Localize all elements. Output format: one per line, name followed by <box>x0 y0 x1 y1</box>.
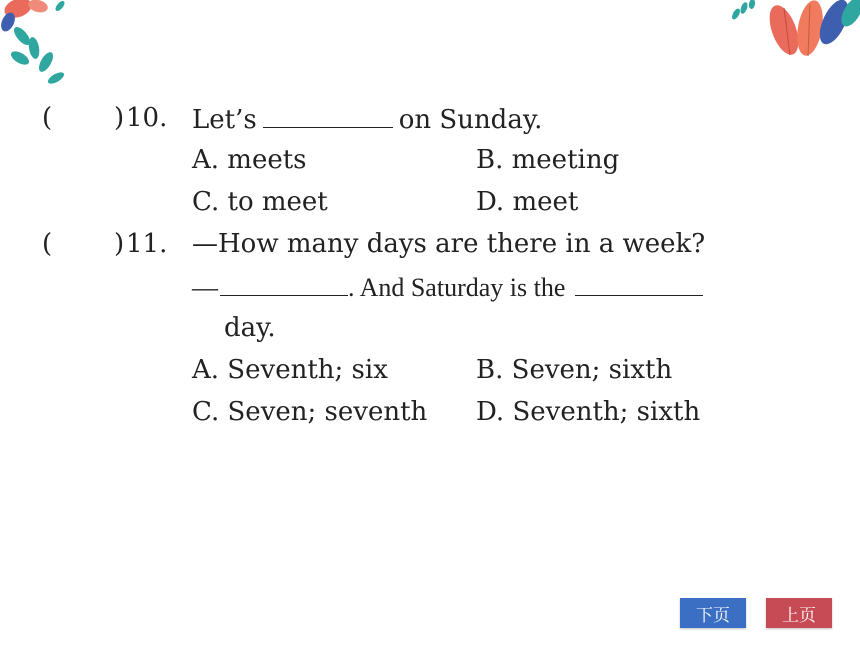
question-line-2 <box>192 265 709 309</box>
option-c: C. Seven; seventh <box>192 397 428 427</box>
answer-blank-1 <box>220 265 348 296</box>
stem-text-after: on Sunday. <box>398 105 543 135</box>
question-line-3: day. <box>224 313 276 343</box>
option-d: D. Seventh; sixth <box>476 397 701 427</box>
answer-paren-open: ( <box>42 103 53 133</box>
option-d: D. meet <box>476 187 579 217</box>
question-11 <box>0 223 860 443</box>
question-line-1: —How many days are there in a week? <box>192 229 706 259</box>
answer-paren-close: ) <box>114 103 125 133</box>
stem-text-before: Let’s <box>192 105 257 135</box>
previous-page-button[interactable]: 上页 <box>766 598 832 628</box>
next-page-button[interactable]: 下页 <box>680 598 746 628</box>
answer-blank-2 <box>575 265 703 296</box>
floral-decoration-left-icon <box>0 0 90 90</box>
option-b: B. meeting <box>476 145 620 175</box>
option-a: A. Seventh; six <box>192 355 388 385</box>
question-10 <box>0 97 860 227</box>
question-number: 10. <box>126 103 168 133</box>
answer-paren-open: ( <box>42 229 53 259</box>
dash-text: — <box>192 273 218 302</box>
floral-decoration-right-icon <box>730 0 860 72</box>
option-a: A. meets <box>192 145 307 175</box>
option-c: C. to meet <box>192 187 328 217</box>
answer-blank <box>263 97 393 128</box>
option-b: B. Seven; sixth <box>476 355 673 385</box>
answer-paren-close: ) <box>114 229 125 259</box>
question-number: 11. <box>126 229 168 259</box>
line2-text: . And Saturday is the <box>348 273 566 302</box>
question-stem <box>192 97 542 141</box>
